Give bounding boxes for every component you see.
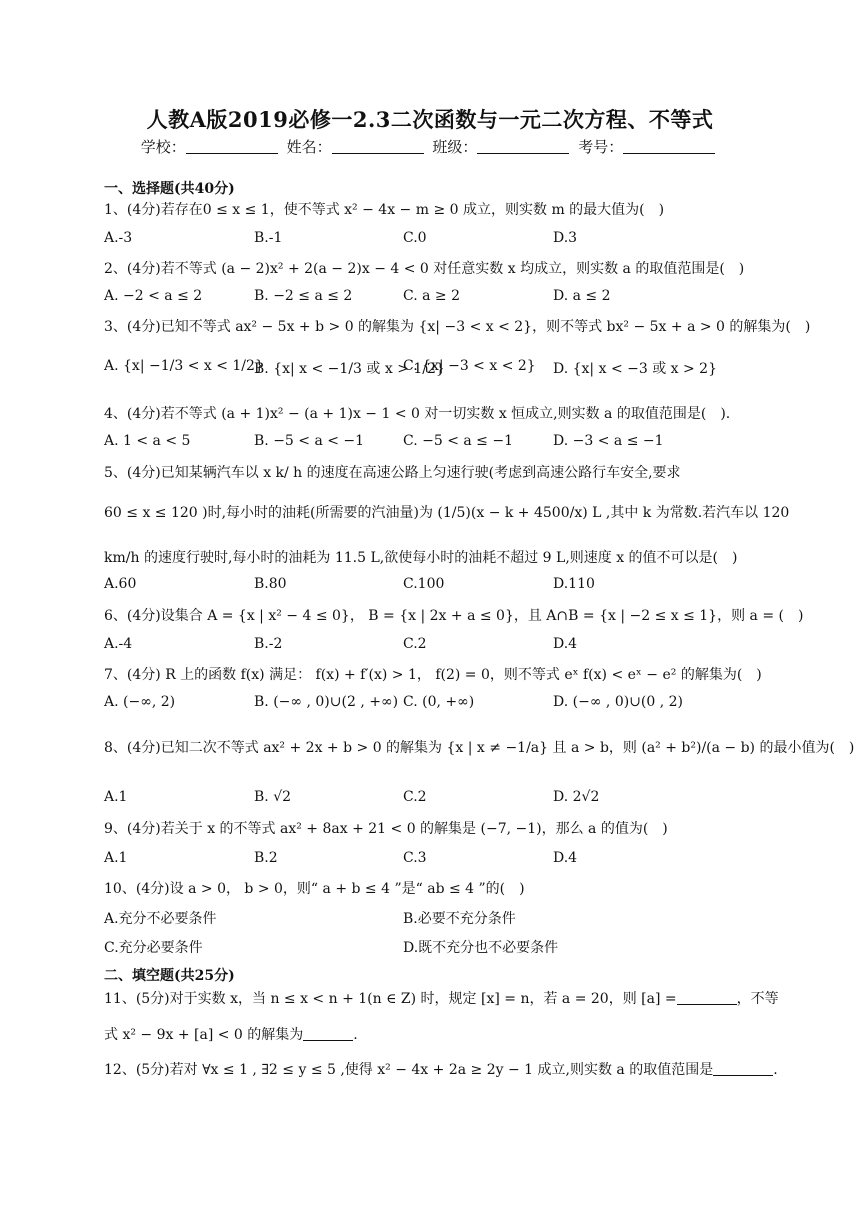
- option-c: C. a ≥ 2: [403, 288, 460, 304]
- option-c: C.3: [403, 850, 427, 866]
- question-5-stem-line3: km/h 的速度行驶时,每小时的油耗为 11.5 L,欲使每小时的油耗不超过 9 L,则速度 x 的值不可以是( ): [104, 550, 738, 566]
- option-d: D.110: [553, 576, 595, 592]
- option-b: B.-2: [254, 636, 283, 652]
- question-6-stem: 6、(4分)设集合 A = {x | x² − 4 ≤ 0}， B = {x | 2x + a ≤ 0}，且 A∩B = {x | −2 ≤ x ≤ 1}，则 a = ( ): [104, 608, 804, 624]
- question-1-stem: 1、(4分)若存在0 ≤ x ≤ 1，使不等式 x² − 4x − m ≥ 0 成立，则实数 m 的最大值为( ): [104, 202, 665, 218]
- question-10-stem: 10、(4分)设 a > 0， b > 0，则“ a + b ≤ 4 ”是“ ab ≤ 4 ”的( ): [104, 881, 525, 897]
- option-d: D.3: [553, 230, 578, 246]
- option-c: C.充分必要条件: [104, 940, 203, 956]
- option-c: C.100: [403, 576, 445, 592]
- option-c: C.0: [403, 230, 427, 246]
- option-b: B.-1: [254, 230, 283, 246]
- question-1-options: [104, 230, 804, 252]
- question-2-options: [104, 288, 804, 310]
- option-a: A. (−∞, 2): [104, 694, 176, 710]
- question-5-stem-line1: 5、(4分)已知某辆汽车以 x k/ h 的速度在高速公路上匀速行驶(考虑到高速公路行车安全,要求: [104, 465, 681, 481]
- page-title: 人教A版2019必修一2.3二次函数与一元二次方程、不等式: [146, 107, 714, 132]
- option-d: D.4: [553, 850, 578, 866]
- question-8-stem: 8、(4分)已知二次不等式 ax² + 2x + b > 0 的解集为 {x | x ≠ −1/a} 且 a > b，则 (a² + b²)/(a − b) 的最小值为( ): [104, 740, 855, 756]
- question-5-stem-line2: 60 ≤ x ≤ 120 )时,每小时的油耗(所需要的汽油量)为 (1/5)(x − k + 4500/x) L ,其中 k 为常数.若汽车以 120: [104, 505, 790, 521]
- option-d: D. 2√2: [553, 789, 600, 805]
- option-b: B. −5 < a < −1: [254, 433, 365, 449]
- option-c: C.2: [403, 636, 427, 652]
- question-9-options: [104, 850, 804, 872]
- option-a: A. −2 < a ≤ 2: [104, 288, 203, 304]
- option-d: D. (−∞ , 0)∪(0 , 2): [553, 694, 684, 710]
- question-11-line2: [104, 1024, 358, 1044]
- class-label: 班级：: [432, 138, 478, 156]
- question-10-options-row2: [104, 937, 804, 959]
- name-blank[interactable]: [332, 139, 424, 154]
- question-12-part2: .: [773, 1062, 778, 1078]
- option-a: A.-4: [104, 636, 133, 652]
- option-a: A.-3: [104, 230, 133, 246]
- question-7-options: [104, 694, 804, 716]
- section-choice-heading: 一、选择题(共40分): [104, 181, 235, 197]
- option-a: A.充分不必要条件: [104, 911, 217, 927]
- option-d: D. −3 < a ≤ −1: [553, 433, 664, 449]
- option-b: B.2: [254, 850, 278, 866]
- question-11-line1: [104, 988, 779, 1008]
- answer-blank-11b[interactable]: [303, 1028, 353, 1041]
- section-fill-heading: 二、填空题(共25分): [104, 968, 235, 984]
- option-d: D.既不充分也不必要条件: [403, 940, 559, 956]
- question-9-stem: 9、(4分)若关于 x 的不等式 ax² + 8ax + 21 < 0 的解集是 (−7, −1)，那么 a 的值为( ): [104, 821, 668, 837]
- option-c: C. (0, +∞): [403, 694, 475, 710]
- option-d: D. a ≤ 2: [553, 288, 611, 304]
- option-b: B. √2: [254, 789, 292, 805]
- option-c: C.2: [403, 789, 427, 805]
- student-info-row: [0, 136, 860, 157]
- question-4-options: [104, 433, 804, 455]
- option-a: A.1: [104, 850, 128, 866]
- class-blank[interactable]: [477, 139, 569, 154]
- option-b: B. {x| x < −1/3 或 x > 1/2}: [254, 361, 445, 377]
- option-d: D. {x| x < −3 或 x > 2}: [553, 361, 718, 377]
- option-b: B.80: [254, 576, 287, 592]
- exam-number-blank[interactable]: [623, 139, 715, 154]
- question-2-stem: 2、(4分)若不等式 (a − 2)x² + 2(a − 2)x − 4 < 0 对任意实数 x 均成立，则实数 a 的取值范围是( ): [104, 261, 745, 277]
- option-b: B.必要不充分条件: [403, 911, 516, 927]
- question-4-stem: 4、(4分)若不等式 (a + 1)x² − (a + 1)x − 1 < 0 对一切实数 x 恒成立,则实数 a 的取值范围是( ).: [104, 406, 731, 422]
- question-11-part3: 式 x² − 9x + [a] < 0 的解集为: [104, 1027, 304, 1043]
- question-11-part4: .: [353, 1027, 358, 1043]
- question-3-options: [104, 358, 804, 380]
- question-12-part1: 12、(5分)若对 ∀x ≤ 1 , ∃2 ≤ y ≤ 5 ,使得 x² − 4x + 2a ≥ 2y − 1 成立,则实数 a 的取值范围是: [104, 1062, 714, 1078]
- question-6-options: [104, 636, 804, 658]
- question-8-options: [104, 789, 804, 811]
- option-a: A. {x| −1/3 < x < 1/2}: [104, 358, 264, 374]
- option-b: B. (−∞ , 0)∪(2 , +∞): [254, 694, 399, 710]
- question-11-part2: ，不等: [736, 991, 779, 1007]
- option-a: A. 1 < a < 5: [104, 433, 191, 449]
- option-c: C. −5 < a ≤ −1: [403, 433, 513, 449]
- question-3-stem: 3、(4分)已知不等式 ax² − 5x + b > 0 的解集为 {x| −3 < x < 2}，则不等式 bx² − 5x + a > 0 的解集为( ): [104, 319, 811, 335]
- name-label: 姓名：: [286, 138, 332, 156]
- answer-blank-12[interactable]: [713, 1063, 773, 1076]
- option-c: C. {x| −3 < x < 2}: [403, 358, 536, 374]
- option-a: A.60: [104, 576, 137, 592]
- question-5-options: [104, 576, 804, 598]
- option-a: A.1: [104, 789, 128, 805]
- school-blank[interactable]: [186, 139, 278, 154]
- question-11-part1: 11、(5分)对于实数 x，当 n ≤ x < n + 1(n ∈ Z) 时，规定 [x] = n，若 a = 20，则 [a] =: [104, 991, 677, 1007]
- exam-number-label: 考号：: [578, 138, 624, 156]
- option-b: B. −2 ≤ a ≤ 2: [254, 288, 353, 304]
- question-12-line: [104, 1059, 778, 1079]
- question-7-stem: 7、(4分) R 上的函数 f(x) 满足： f(x) + f′(x) > 1， f(2) = 0，则不等式 eˣ f(x) < eˣ − e² 的解集为( ): [104, 667, 762, 683]
- question-10-options-row1: [104, 908, 804, 930]
- option-d: D.4: [553, 636, 578, 652]
- answer-blank-11a[interactable]: [677, 992, 737, 1005]
- school-label: 学校：: [140, 138, 186, 156]
